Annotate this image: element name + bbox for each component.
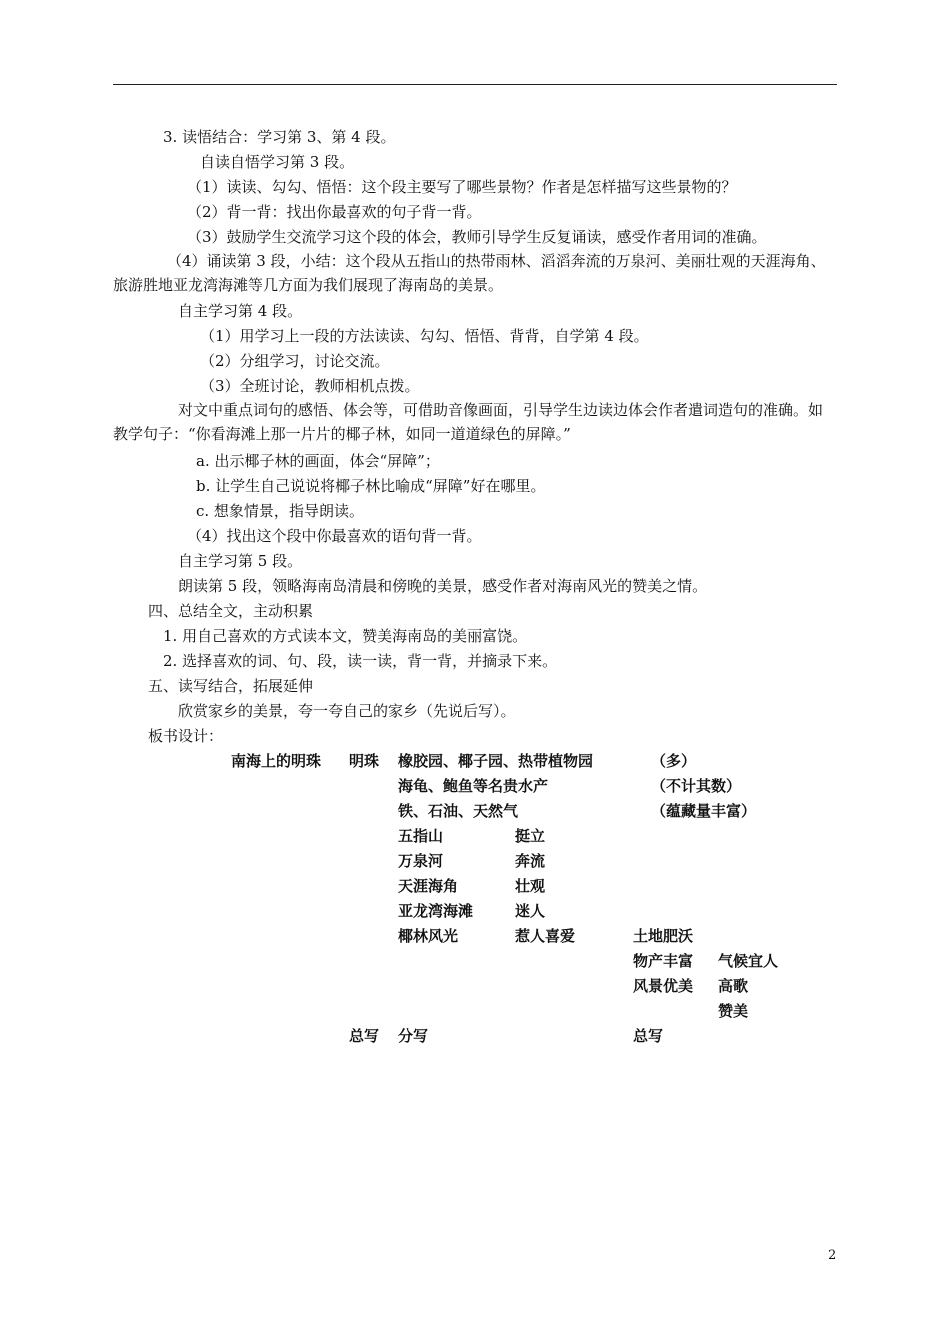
page-number: 2 xyxy=(828,1248,837,1263)
board-row3: 铁、石油、天然气 xyxy=(398,802,519,820)
board-row1: 橡胶园、椰子园、热带植物园 xyxy=(398,752,594,770)
board-summary-1: 总写 xyxy=(349,1027,380,1045)
para-3-sub: 自读自悟学习第 3 段。 xyxy=(200,153,355,171)
para-q3: （3）鼓励学生交流学习这个段的体会，教师引导学生反复诵读，感受作者用词的准确。 xyxy=(187,228,767,246)
board-concl-praise: 赞美 xyxy=(718,1002,749,1020)
para-hometown: 欣赏家乡的美景，夸一夸自己的家乡（先说后写）。 xyxy=(178,702,516,720)
board-row2-note: （不计其数） xyxy=(651,777,742,795)
heading-four: 四、总结全文，主动积累 xyxy=(148,602,314,620)
board-scene-1: 五指山 xyxy=(398,827,444,845)
para-sec4-2: （2）分组学习，讨论交流。 xyxy=(200,352,390,370)
board-scene-1-verb: 挺立 xyxy=(515,827,546,845)
para-sec4-1: （1）用学习上一段的方法读读、勾勾、悟悟、背背，自学第 4 段。 xyxy=(200,327,649,345)
board-row1-note: （多） xyxy=(651,752,697,770)
para-sec4: 自主学习第 4 段。 xyxy=(178,302,303,320)
para-sec5: 自主学习第 5 段。 xyxy=(178,552,303,570)
board-concl-sing: 高歌 xyxy=(718,977,749,995)
board-scene-3-verb: 壮观 xyxy=(515,877,546,895)
board-scene-5-verb: 惹人喜爱 xyxy=(515,927,576,945)
para-focus: 对文中重点词句的感悟、体会等，可借助音像画面，引导学生边读边体会作者遣词造句的准确。如教学句子：“你看海滩上那一片片的椰子林，如同一道道绿色的屏障。” xyxy=(113,401,824,443)
board-concl-1: 土地肥沃 xyxy=(633,927,694,945)
para-sec4-4: （4）找出这个段中你最喜欢的语句背一背。 xyxy=(187,527,482,545)
para-b: b. 让学生自己说说将椰子林比喻成“屏障”好在哪里。 xyxy=(196,477,546,495)
heading-five: 五、读写结合，拓展延伸 xyxy=(148,677,314,695)
para-q1: （1）读读、勾勾、悟悟：这个段主要写了哪些景物？作者是怎样描写这些景物的？ xyxy=(187,178,737,196)
board-summary-2: 总写 xyxy=(633,1027,664,1045)
board-scene-4: 亚龙湾海滩 xyxy=(398,902,474,920)
para-q2: （2）背一背：找出你最喜欢的句子背一背。 xyxy=(187,203,482,221)
para-c: c. 想象情景，指导朗读。 xyxy=(196,502,364,520)
para-q4: （4）诵读第 3 段，小结：这个段从五指山的热带雨林、滔滔奔流的万泉河、美丽壮观的天涯海角、旅游胜地亚龙湾海滩等几方面为我们展现了海南岛的美景。 xyxy=(113,252,826,294)
item-1: 1. 用自己喜欢的方式读本文，赞美海南岛的美丽富饶。 xyxy=(163,627,528,645)
board-concl-climate: 气候宜人 xyxy=(718,952,779,970)
board-title: 南海上的明珠 xyxy=(231,752,322,770)
item-2: 2. 选择喜欢的词、句、段，读一读，背一背，并摘录下来。 xyxy=(163,652,558,670)
para-sec4-3: （3）全班讨论，教师相机点拨。 xyxy=(200,377,420,395)
board-row3-note: （蕴藏量丰富） xyxy=(651,802,757,820)
board-concl-2: 物产丰富 xyxy=(633,952,694,970)
para-3: 3. 读悟结合：学习第 3、第 4 段。 xyxy=(163,128,396,146)
board-label: 板书设计： xyxy=(148,727,224,745)
para-a: a. 出示椰子林的画面，体会“屏障”； xyxy=(196,452,440,470)
board-concl-3: 风景优美 xyxy=(633,977,694,995)
board-scene-5: 椰林风光 xyxy=(398,927,459,945)
board-scene-4-verb: 迷人 xyxy=(515,902,546,920)
board-pearl: 明珠 xyxy=(349,752,380,770)
header-rule xyxy=(113,84,837,85)
board-detail: 分写 xyxy=(398,1027,429,1045)
board-scene-2-verb: 奔流 xyxy=(515,852,546,870)
board-scene-2: 万泉河 xyxy=(398,852,444,870)
para-sec5-read: 朗读第 5 段，领略海南岛清晨和傍晚的美景，感受作者对海南风光的赞美之情。 xyxy=(178,577,708,595)
board-row2: 海龟、鲍鱼等名贵水产 xyxy=(398,777,549,795)
board-scene-3: 天涯海角 xyxy=(398,877,459,895)
